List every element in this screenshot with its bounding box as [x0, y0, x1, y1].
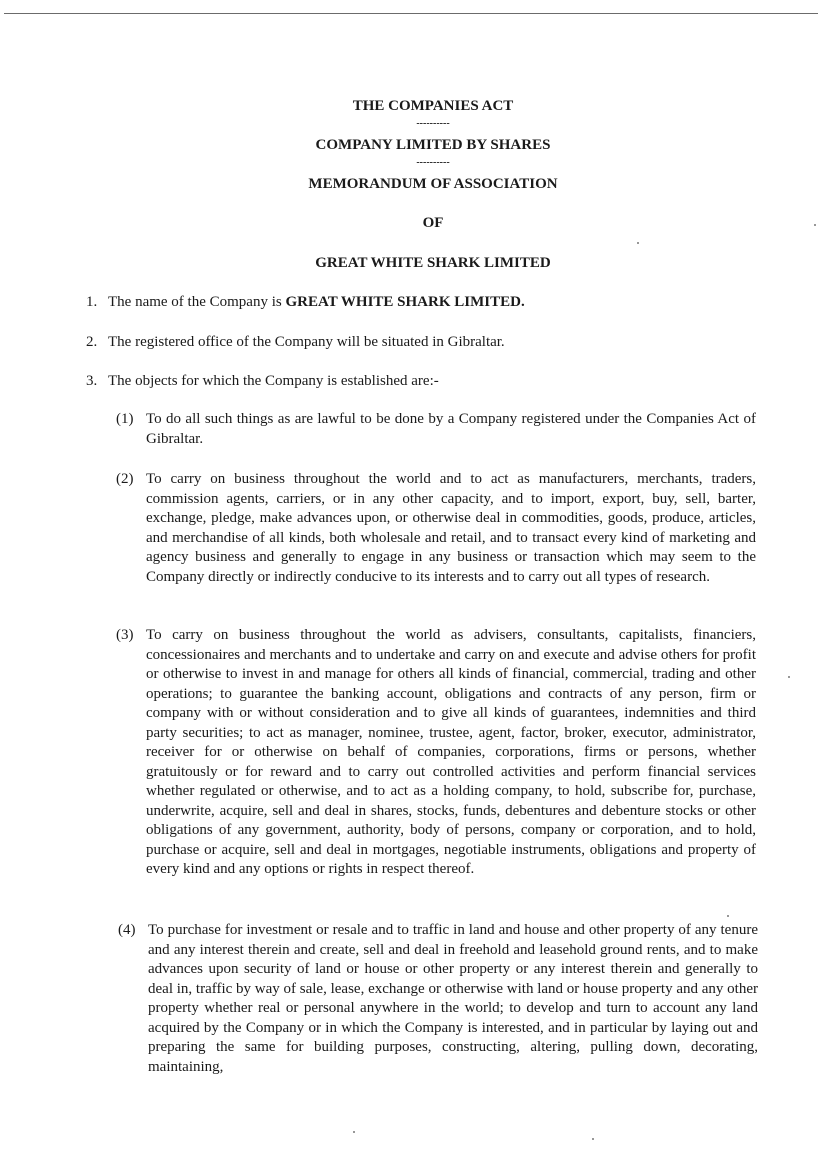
object-text: To carry on business throughout the world as advisers, consultants, capitalists, financiers, concessionaires and merchants and to undertake and carry on and execute and advise others for profit or otherwise to invest in and manage for others all kinds of financial, commercial, trading and other operations; to guarantee the banking account, obligations and contracts of any person, firm or company with or without consideration and to give all kinds of guarantees, indemnities and third party securities; to act as manager, nominee, trustee, agent, factor, broker, executor, administrator, receiver for or otherwise on behalf of companies, corporations, firms or persons, whether gratuitously or for reward and to carry out controlled activities and perform financial services whether regulated or otherwise, and to act as a holding company, to hold, subscribe for, purchase, underwrite, acquire, sell and deal in shares, stocks, funds, debentures and debenture stocks or other obligations of any government, authority, body of persons, company or corporation, and to hold, purchase or acquire, sell and deal in mortgages, negotiable instruments, obligations and property of every kind and any options or rights in respect thereof. [146, 627, 756, 877]
object-number: (1) [116, 411, 134, 427]
clause-number: 2. [86, 334, 98, 350]
clause-number: 1. [86, 294, 98, 310]
heading-act: THE COMPANIES ACT [352, 98, 514, 114]
scan-speck [637, 242, 639, 244]
scan-speck [353, 1131, 355, 1133]
object-number: (4) [118, 922, 136, 938]
object-number: (3) [116, 627, 134, 643]
heading-divider-2: ---------- [416, 157, 450, 168]
clause-text: The objects for which the Company is established are:- [108, 373, 439, 389]
clause-1 [86, 293, 786, 312]
heading-memorandum: MEMORANDUM OF ASSOCIATION [308, 176, 558, 192]
clause-3 [86, 372, 786, 391]
object-text: To carry on business throughout the world and to act as manufacturers, merchants, traders, commission agents, carriers, or in any other capacity, and to import, export, buy, sell, barter, exchange, pledge, make advances upon, or otherwise deal in commodities, goods, produce, articles, and merchandise of all kinds, both wholesale and retail, and to transact every kind of marketing and agency business and generally to engage in any business or transaction which may seem to the Company directly or indirectly conducive to its interests and to carry out all types of research. [146, 471, 756, 585]
clause-number: 3. [86, 373, 98, 389]
scan-speck [592, 1138, 594, 1140]
clause-text: The registered office of the Company will be situated in Gibraltar. [108, 334, 505, 350]
scan-speck [727, 915, 729, 917]
top-scan-rule [4, 13, 818, 14]
clause-2 [86, 333, 786, 352]
object-text: To purchase for investment or resale and to traffic in land and house and other property of any tenure and any interest therein and create, sell and deal in freehold and leasehold ground rents, and to make advances upon security of land or house or other property or any interest therein and generally to deal in, traffic by way of sale, lease, exchange or otherwise with land or house property and any other property whether real or personal anywhere in the world; to develop and turn to account any land acquired by the Company or in which the Company is interested, and in particular by laying out and preparing the same for building purposes, constructing, altering, pulling down, decorating, maintaining, [148, 922, 758, 1075]
heading-divider-1: ---------- [416, 118, 450, 129]
clause-text: The name of the Company is [108, 294, 286, 310]
object-number: (2) [116, 471, 134, 487]
heading-company-name: GREAT WHITE SHARK LIMITED [315, 255, 551, 271]
heading-company-type: COMPANY LIMITED BY SHARES [315, 137, 551, 153]
object-text: To do all such things as are lawful to be done by a Company registered under the Companies Act of Gibraltar. [146, 411, 756, 447]
heading-of: OF [422, 215, 444, 231]
scan-speck [788, 676, 790, 678]
company-name-emphasis: GREAT WHITE SHARK LIMITED. [285, 294, 525, 310]
scan-speck [814, 224, 816, 226]
